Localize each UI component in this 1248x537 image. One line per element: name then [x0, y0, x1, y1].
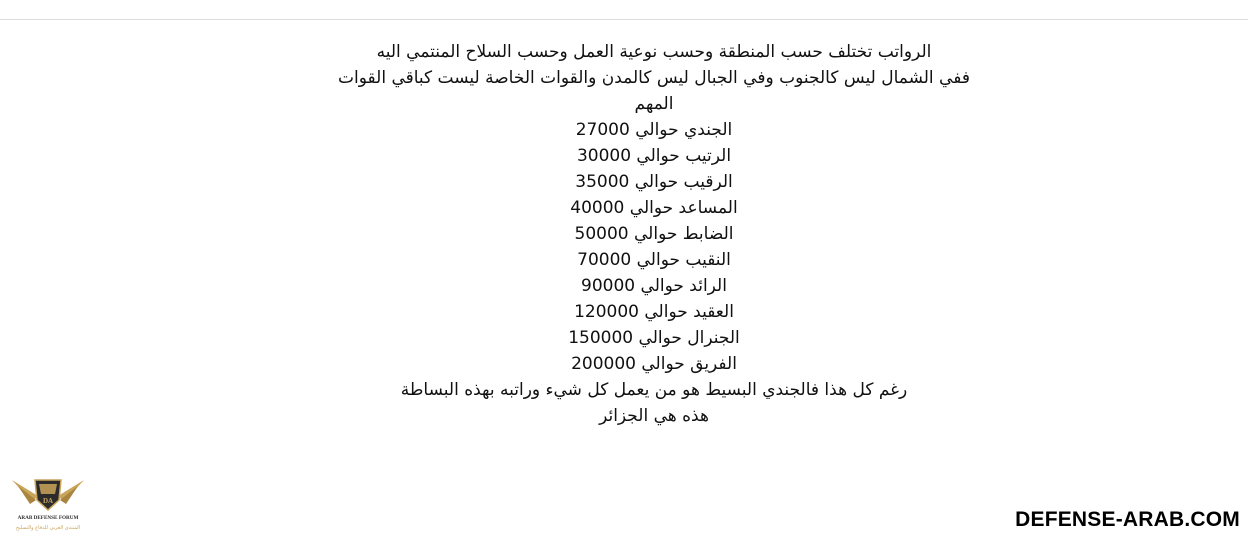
logo-shield-star [39, 484, 57, 494]
post-line: رغم كل هذا فالجندي البسيط هو من يعمل كل شيء وراتبه بهذه البساطة [400, 380, 908, 400]
logo-name: ARAB DEFENSE FORUM [17, 515, 79, 521]
salary-line-corporal: الرتيب حوالي 30000 [576, 146, 732, 166]
arab-defense-forum-logo [8, 474, 88, 536]
post-line: المهم [634, 94, 674, 114]
top-divider [0, 19, 1248, 20]
salary-line-general: الجنرال حوالي 150000 [568, 328, 740, 348]
salary-line-officer: الضابط حوالي 50000 [574, 224, 734, 244]
logo-arabic-name: المنتدى العربي للدفاع والتسليح [15, 525, 81, 531]
salary-line-colonel: العقيد حوالي 120000 [574, 302, 734, 322]
post-line: ففي الشمال ليس كالجنوب وفي الجبال ليس كالمدن والقوات الخاصة ليست كباقي القوات [338, 68, 970, 88]
salary-line-lieutenant-general: الفريق حوالي 200000 [571, 354, 737, 374]
site-watermark: DEFENSE-ARAB.COM [1015, 508, 1240, 531]
logo-initials: DA [42, 497, 54, 505]
salary-line-soldier: الجندي حوالي 27000 [575, 120, 733, 140]
post-body [200, 39, 1108, 429]
post-line: الرواتب تختلف حسب المنطقة وحسب نوعية العمل وحسب السلاح المنتمي اليه [376, 42, 932, 62]
salary-line-warrant-officer: المساعد حوالي 40000 [570, 198, 738, 218]
post-line: هذه هي الجزائر [599, 406, 709, 426]
salary-line-sergeant: الرقيب حوالي 35000 [575, 172, 733, 192]
salary-line-captain: النقيب حوالي 70000 [577, 250, 731, 270]
salary-line-major: الرائد حوالي 90000 [581, 276, 727, 296]
